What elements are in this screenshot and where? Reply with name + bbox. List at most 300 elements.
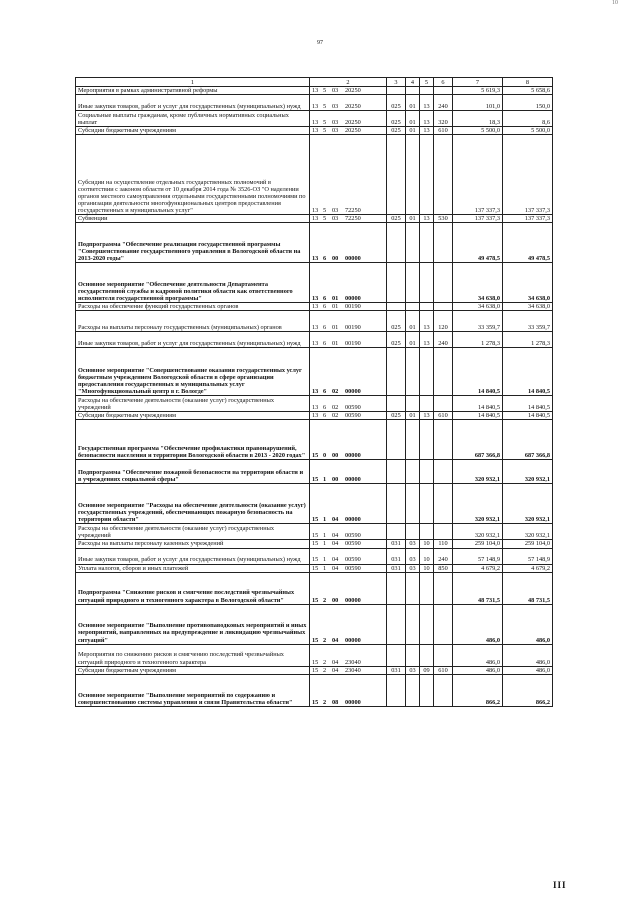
code-segment: 13 (312, 324, 319, 332)
row-value-1: 18,3 (453, 111, 503, 127)
code-segment: 15 (312, 596, 319, 604)
code-segment: 13 (312, 255, 319, 263)
code-segment: 5 (323, 119, 327, 126)
row-name: Подпрограмма "Обеспечение пожарной безопасности на территории области и в учреждениях социальной сферы" (76, 460, 310, 484)
row-name: Расходы на выплаты персоналу государственных (муниципальных) органов (76, 311, 310, 332)
row-code (310, 95, 387, 111)
code-segment: 13 (312, 295, 319, 303)
row-value-1: 5 500,0 (453, 127, 503, 135)
budget-table (75, 77, 553, 707)
row-section (406, 524, 420, 540)
code-segment: 20250 (345, 103, 361, 110)
code-segment: 72250 (345, 215, 361, 223)
code-segment: 15 (312, 636, 319, 644)
code-segment: 02 (332, 412, 339, 420)
row-value-1: 137 337,3 (453, 135, 503, 215)
row-section (406, 396, 420, 412)
code-segment: 03 (332, 127, 339, 135)
row-subsection (420, 263, 434, 303)
row-value-2: 34 638,0 (503, 303, 553, 311)
row-expense-type (434, 604, 453, 644)
row-value-1: 320 932,1 (453, 524, 503, 540)
row-subsection: 13 (420, 111, 434, 127)
row-expense-type (434, 263, 453, 303)
row-section (406, 604, 420, 644)
code-segments (310, 565, 386, 572)
code-segment: 00 (332, 596, 339, 604)
row-name: Государственная программа "Обеспечение профилактики правонарушений, безопасности населения и территории Вологодской области в 2013 - 2020 годах" (76, 420, 310, 460)
code-segment: 00 (332, 255, 339, 263)
row-value-1: 259 104,0 (453, 540, 503, 548)
row-section: 01 (406, 412, 420, 420)
code-segments (310, 452, 386, 459)
code-segment: 13 (312, 388, 319, 396)
table-row (76, 215, 553, 223)
row-section: 01 (406, 95, 420, 111)
row-code (310, 412, 387, 420)
bottom-mark: III (553, 880, 567, 890)
row-grbs (387, 674, 406, 706)
row-expense-type: 240 (434, 95, 453, 111)
row-section: 03 (406, 540, 420, 548)
row-grbs (387, 223, 406, 263)
row-value-1: 320 932,1 (453, 484, 503, 524)
row-name: Основное мероприятие "Обеспечение деятельности Департамента государственной службы и кадровой политики области как ответственного исполнителя государственной программы" (76, 263, 310, 303)
table-body (76, 78, 553, 707)
code-segment: 15 (312, 532, 319, 540)
row-expense-type: 320 (434, 111, 453, 127)
code-segment: 2 (323, 596, 327, 604)
row-value-1: 137 337,3 (453, 215, 503, 223)
row-grbs (387, 524, 406, 540)
code-segment: 04 (332, 556, 339, 564)
code-segment: 72250 (345, 207, 361, 215)
code-segment: 6 (323, 303, 327, 311)
row-value-2: 320 932,1 (503, 484, 553, 524)
row-value-2: 486,0 (503, 604, 553, 644)
row-grbs (387, 420, 406, 460)
code-segment: 04 (332, 564, 339, 572)
code-segment: 1 (323, 564, 327, 572)
row-value-2: 34 638,0 (503, 263, 553, 303)
row-subsection (420, 604, 434, 644)
row-subsection (420, 644, 434, 666)
row-value-2: 137 337,3 (503, 135, 553, 215)
row-grbs: 025 (387, 111, 406, 127)
row-value-2: 259 104,0 (503, 540, 553, 548)
header-row (76, 78, 553, 87)
row-expense-type (434, 484, 453, 524)
row-subsection: 13 (420, 412, 434, 420)
code-segment: 1 (323, 476, 327, 484)
code-segments (310, 597, 386, 604)
row-name: Субсидии на осуществление отдельных государственных полномочий в соответствии с законом области от 10 декабря 2014 года № 3526-ОЗ "О наделении органов местного самоуправления отдельными государственными полномочиями по организации деятельности многофункциональных центров предоставления государственных и муниципальных услуг" (76, 135, 310, 215)
code-segments (310, 667, 386, 674)
code-segment: 00000 (345, 388, 361, 396)
code-segment: 13 (312, 207, 319, 215)
code-segment: 13 (312, 303, 319, 311)
code-segment: 03 (332, 103, 339, 110)
code-segment: 13 (312, 340, 319, 348)
row-value-2: 48 731,5 (503, 572, 553, 604)
row-code (310, 332, 387, 348)
row-code (310, 127, 387, 135)
code-segments (310, 103, 386, 110)
row-code (310, 348, 387, 396)
code-segments (310, 215, 386, 222)
table-row (76, 111, 553, 127)
code-segments (310, 532, 386, 539)
row-value-2: 486,0 (503, 666, 553, 674)
row-expense-type (434, 348, 453, 396)
row-section (406, 484, 420, 524)
code-segment: 04 (332, 636, 339, 644)
code-segment: 20250 (345, 119, 361, 126)
row-code (310, 604, 387, 644)
code-segment: 04 (332, 516, 339, 524)
row-code (310, 540, 387, 548)
row-value-2: 1 278,3 (503, 332, 553, 348)
table-row (76, 644, 553, 666)
row-grbs: 025 (387, 127, 406, 135)
row-value-2: 137 337,3 (503, 215, 553, 223)
row-value-2: 4 679,2 (503, 564, 553, 572)
row-value-2: 8,6 (503, 111, 553, 127)
code-segment: 15 (312, 556, 319, 564)
row-name: Основное мероприятие "Расходы на обеспечение деятельности (оказание услуг) государственных учреждений, обеспечивающих пожарную безопасность на территории области" (76, 484, 310, 524)
code-segments (310, 699, 386, 706)
table-row (76, 524, 553, 540)
row-code (310, 572, 387, 604)
row-grbs: 031 (387, 540, 406, 548)
row-name: Субсидии бюджетным учреждениям (76, 412, 310, 420)
table-row (76, 135, 553, 215)
code-segment: 13 (312, 412, 319, 420)
code-segment: 08 (332, 698, 339, 706)
code-segment: 00 (332, 452, 339, 460)
row-value-1: 687 366,8 (453, 420, 503, 460)
row-name: Иные закупки товаров, работ и услуг для государственных (муниципальных) нужд (76, 332, 310, 348)
header-cell: 5 (420, 78, 434, 87)
table-row (76, 127, 553, 135)
code-segment: 00000 (345, 476, 361, 484)
row-name: Субсидии бюджетным учреждениям (76, 127, 310, 135)
row-code (310, 420, 387, 460)
row-subsection: 13 (420, 95, 434, 111)
header-cell: 2 (310, 78, 387, 87)
row-code (310, 396, 387, 412)
row-subsection (420, 396, 434, 412)
header-cell: 3 (387, 78, 406, 87)
row-value-2: 5 500,0 (503, 127, 553, 135)
code-segment: 5 (323, 215, 327, 223)
row-value-2: 687 366,8 (503, 420, 553, 460)
row-value-1: 49 478,5 (453, 223, 503, 263)
row-code (310, 674, 387, 706)
code-segment: 20250 (345, 127, 361, 135)
row-grbs (387, 460, 406, 484)
row-subsection (420, 348, 434, 396)
code-segments (310, 388, 386, 395)
code-segments (310, 127, 386, 134)
table-row (76, 95, 553, 111)
row-subsection (420, 87, 434, 95)
code-segment: 6 (323, 324, 327, 332)
row-value-1: 5 619,3 (453, 87, 503, 95)
row-expense-type: 240 (434, 332, 453, 348)
row-code (310, 311, 387, 332)
row-expense-type (434, 524, 453, 540)
code-segments (310, 637, 386, 644)
row-code (310, 460, 387, 484)
code-segment: 6 (323, 340, 327, 348)
row-grbs: 025 (387, 311, 406, 332)
row-section (406, 674, 420, 706)
row-value-1: 34 638,0 (453, 263, 503, 303)
row-expense-type: 610 (434, 666, 453, 674)
row-value-2: 486,0 (503, 644, 553, 666)
row-name: Расходы на обеспечение деятельности (оказание услуг) государственных учреждений (76, 396, 310, 412)
row-section (406, 644, 420, 666)
row-section (406, 87, 420, 95)
code-segment: 15 (312, 516, 319, 524)
code-segment: 2 (323, 698, 327, 706)
code-segment: 04 (332, 532, 339, 540)
code-segment: 02 (332, 404, 339, 412)
row-grbs (387, 135, 406, 215)
table-row (76, 223, 553, 263)
row-section: 01 (406, 215, 420, 223)
code-segment: 03 (332, 207, 339, 215)
table-row (76, 311, 553, 332)
row-name: Основное мероприятие "Выполнение противопаводковых мероприятий и иных мероприятий, направленных на предупреждение и ликвидацию чрезвычайных ситуаций" (76, 604, 310, 644)
row-name: Расходы на обеспечение деятельности (оказание услуг) государственных учреждений (76, 524, 310, 540)
row-code (310, 215, 387, 223)
row-expense-type (434, 644, 453, 666)
row-name: Расходы на обеспечение функций государственных органов (76, 303, 310, 311)
row-name: Уплата налогов, сборов и иных платежей (76, 564, 310, 572)
table-row (76, 666, 553, 674)
row-value-2: 57 148,9 (503, 548, 553, 564)
row-grbs (387, 572, 406, 604)
code-segments (310, 119, 386, 126)
table-row (76, 460, 553, 484)
row-name: Основное мероприятие "Совершенствование оказания государственных услуг бюджетным учреждением Вологодской области в сфере организации предоставления государственных и муниципальных услуг "Многофункциональный центр в г. Вологде" (76, 348, 310, 396)
page-number: 97 (317, 40, 323, 46)
code-segment: 00590 (345, 404, 361, 412)
code-segment: 13 (312, 87, 319, 94)
row-name: Иные закупки товаров, работ и услуг для государственных (муниципальных) нужд (76, 95, 310, 111)
code-segment: 00000 (345, 255, 361, 263)
code-segment: 15 (312, 540, 319, 548)
code-segment: 6 (323, 412, 327, 420)
code-segment: 00190 (345, 324, 361, 332)
code-segment: 00590 (345, 412, 361, 420)
row-value-1: 33 359,7 (453, 311, 503, 332)
row-section: 03 (406, 564, 420, 572)
row-subsection: 13 (420, 215, 434, 223)
row-name: Иные закупки товаров, работ и услуг для государственных (муниципальных) нужд (76, 548, 310, 564)
row-value-2: 14 840,5 (503, 412, 553, 420)
row-section: 01 (406, 127, 420, 135)
code-segment: 01 (332, 303, 339, 311)
row-subsection (420, 524, 434, 540)
row-value-1: 4 679,2 (453, 564, 503, 572)
header-cell: 4 (406, 78, 420, 87)
row-name: Субсидии бюджетным учреждениям (76, 666, 310, 674)
code-segments (310, 659, 386, 666)
row-subsection: 13 (420, 332, 434, 348)
row-section: 01 (406, 332, 420, 348)
row-code (310, 87, 387, 95)
code-segment: 13 (312, 127, 319, 135)
table-row (76, 484, 553, 524)
row-section (406, 303, 420, 311)
code-segment: 5 (323, 207, 327, 215)
row-code (310, 111, 387, 127)
code-segment: 23040 (345, 666, 361, 674)
row-expense-type (434, 460, 453, 484)
table-row (76, 572, 553, 604)
corner-mark: 10 (612, 0, 618, 6)
code-segment: 00190 (345, 303, 361, 311)
code-segment: 13 (312, 119, 319, 126)
table-row (76, 332, 553, 348)
row-value-1: 57 148,9 (453, 548, 503, 564)
code-segment: 01 (332, 340, 339, 348)
row-subsection (420, 303, 434, 311)
code-segments (310, 404, 386, 411)
table-row (76, 87, 553, 95)
code-segment: 00000 (345, 698, 361, 706)
row-grbs (387, 303, 406, 311)
table-row (76, 564, 553, 572)
code-segment: 01 (332, 324, 339, 332)
row-section (406, 420, 420, 460)
code-segments (310, 324, 386, 331)
code-segment: 23040 (345, 658, 361, 666)
table-row (76, 540, 553, 548)
row-section: 01 (406, 111, 420, 127)
code-segment: 13 (312, 215, 319, 223)
code-segment: 04 (332, 658, 339, 666)
row-value-2: 866,2 (503, 674, 553, 706)
row-value-1: 486,0 (453, 666, 503, 674)
row-grbs: 031 (387, 564, 406, 572)
row-value-1: 1 278,3 (453, 332, 503, 348)
code-segment: 00000 (345, 516, 361, 524)
code-segments (310, 412, 386, 419)
row-section: 01 (406, 311, 420, 332)
row-section (406, 572, 420, 604)
row-expense-type: 240 (434, 548, 453, 564)
code-segment: 2 (323, 666, 327, 674)
code-segments (310, 295, 386, 302)
row-expense-type: 850 (434, 564, 453, 572)
code-segment: 5 (323, 127, 327, 135)
row-grbs: 025 (387, 215, 406, 223)
code-segments (310, 303, 386, 310)
row-expense-type: 610 (434, 127, 453, 135)
table-row (76, 548, 553, 564)
row-grbs (387, 484, 406, 524)
row-value-2: 33 359,7 (503, 311, 553, 332)
row-subsection: 09 (420, 666, 434, 674)
row-subsection (420, 674, 434, 706)
row-name: Расходы на выплаты персоналу казенных учреждений (76, 540, 310, 548)
code-segment: 15 (312, 666, 319, 674)
row-value-1: 34 638,0 (453, 303, 503, 311)
code-segments (310, 476, 386, 483)
code-segment: 15 (312, 452, 319, 460)
row-expense-type (434, 87, 453, 95)
row-value-2: 320 932,1 (503, 460, 553, 484)
row-name: Основное мероприятие "Выполнение мероприятий по содержанию и совершенствованию системы управления и связи Правительства области" (76, 674, 310, 706)
row-subsection (420, 484, 434, 524)
row-grbs: 025 (387, 412, 406, 420)
row-expense-type (434, 572, 453, 604)
code-segment: 2 (323, 658, 327, 666)
code-segment: 1 (323, 532, 327, 540)
code-segment: 6 (323, 404, 327, 412)
code-segment: 15 (312, 564, 319, 572)
row-name: Мероприятия по снижению рисков и смягчению последствий чрезвычайных ситуаций природного и техногенного характера (76, 644, 310, 666)
row-code (310, 263, 387, 303)
row-code (310, 548, 387, 564)
row-name: Мероприятия в рамках административной реформы (76, 87, 310, 95)
row-subsection (420, 223, 434, 263)
row-section: 03 (406, 548, 420, 564)
code-segment: 13 (312, 404, 319, 412)
code-segments (310, 340, 386, 347)
row-expense-type (434, 135, 453, 215)
row-expense-type: 530 (434, 215, 453, 223)
row-value-1: 486,0 (453, 644, 503, 666)
row-grbs (387, 396, 406, 412)
row-name: Социальные выплаты гражданам, кроме публичных нормативных социальных выплат (76, 111, 310, 127)
code-segments (310, 207, 386, 214)
code-segment: 00590 (345, 540, 361, 548)
header-cell: 6 (434, 78, 453, 87)
code-segments (310, 556, 386, 563)
row-subsection: 10 (420, 564, 434, 572)
row-subsection (420, 135, 434, 215)
code-segment: 00 (332, 476, 339, 484)
code-segment: 03 (332, 215, 339, 223)
code-segment: 6 (323, 388, 327, 396)
row-expense-type: 610 (434, 412, 453, 420)
code-segment: 00590 (345, 556, 361, 564)
code-segments (310, 87, 386, 94)
code-segments (310, 540, 386, 547)
row-grbs (387, 87, 406, 95)
row-expense-type (434, 303, 453, 311)
row-value-2: 49 478,5 (503, 223, 553, 263)
row-value-1: 14 840,5 (453, 396, 503, 412)
code-segment: 00590 (345, 532, 361, 540)
code-segment: 00590 (345, 564, 361, 572)
row-grbs: 031 (387, 666, 406, 674)
code-segment: 15 (312, 698, 319, 706)
code-segment: 6 (323, 295, 327, 303)
table-row (76, 412, 553, 420)
row-value-1: 101,0 (453, 95, 503, 111)
row-name: Подпрограмма "Обеспечение реализации государственной программы "Совершенствование государственного управления в Вологодской области на 2013-2020 годы" (76, 223, 310, 263)
row-grbs (387, 263, 406, 303)
code-segments (310, 255, 386, 262)
row-subsection: 10 (420, 540, 434, 548)
code-segment: 1 (323, 540, 327, 548)
